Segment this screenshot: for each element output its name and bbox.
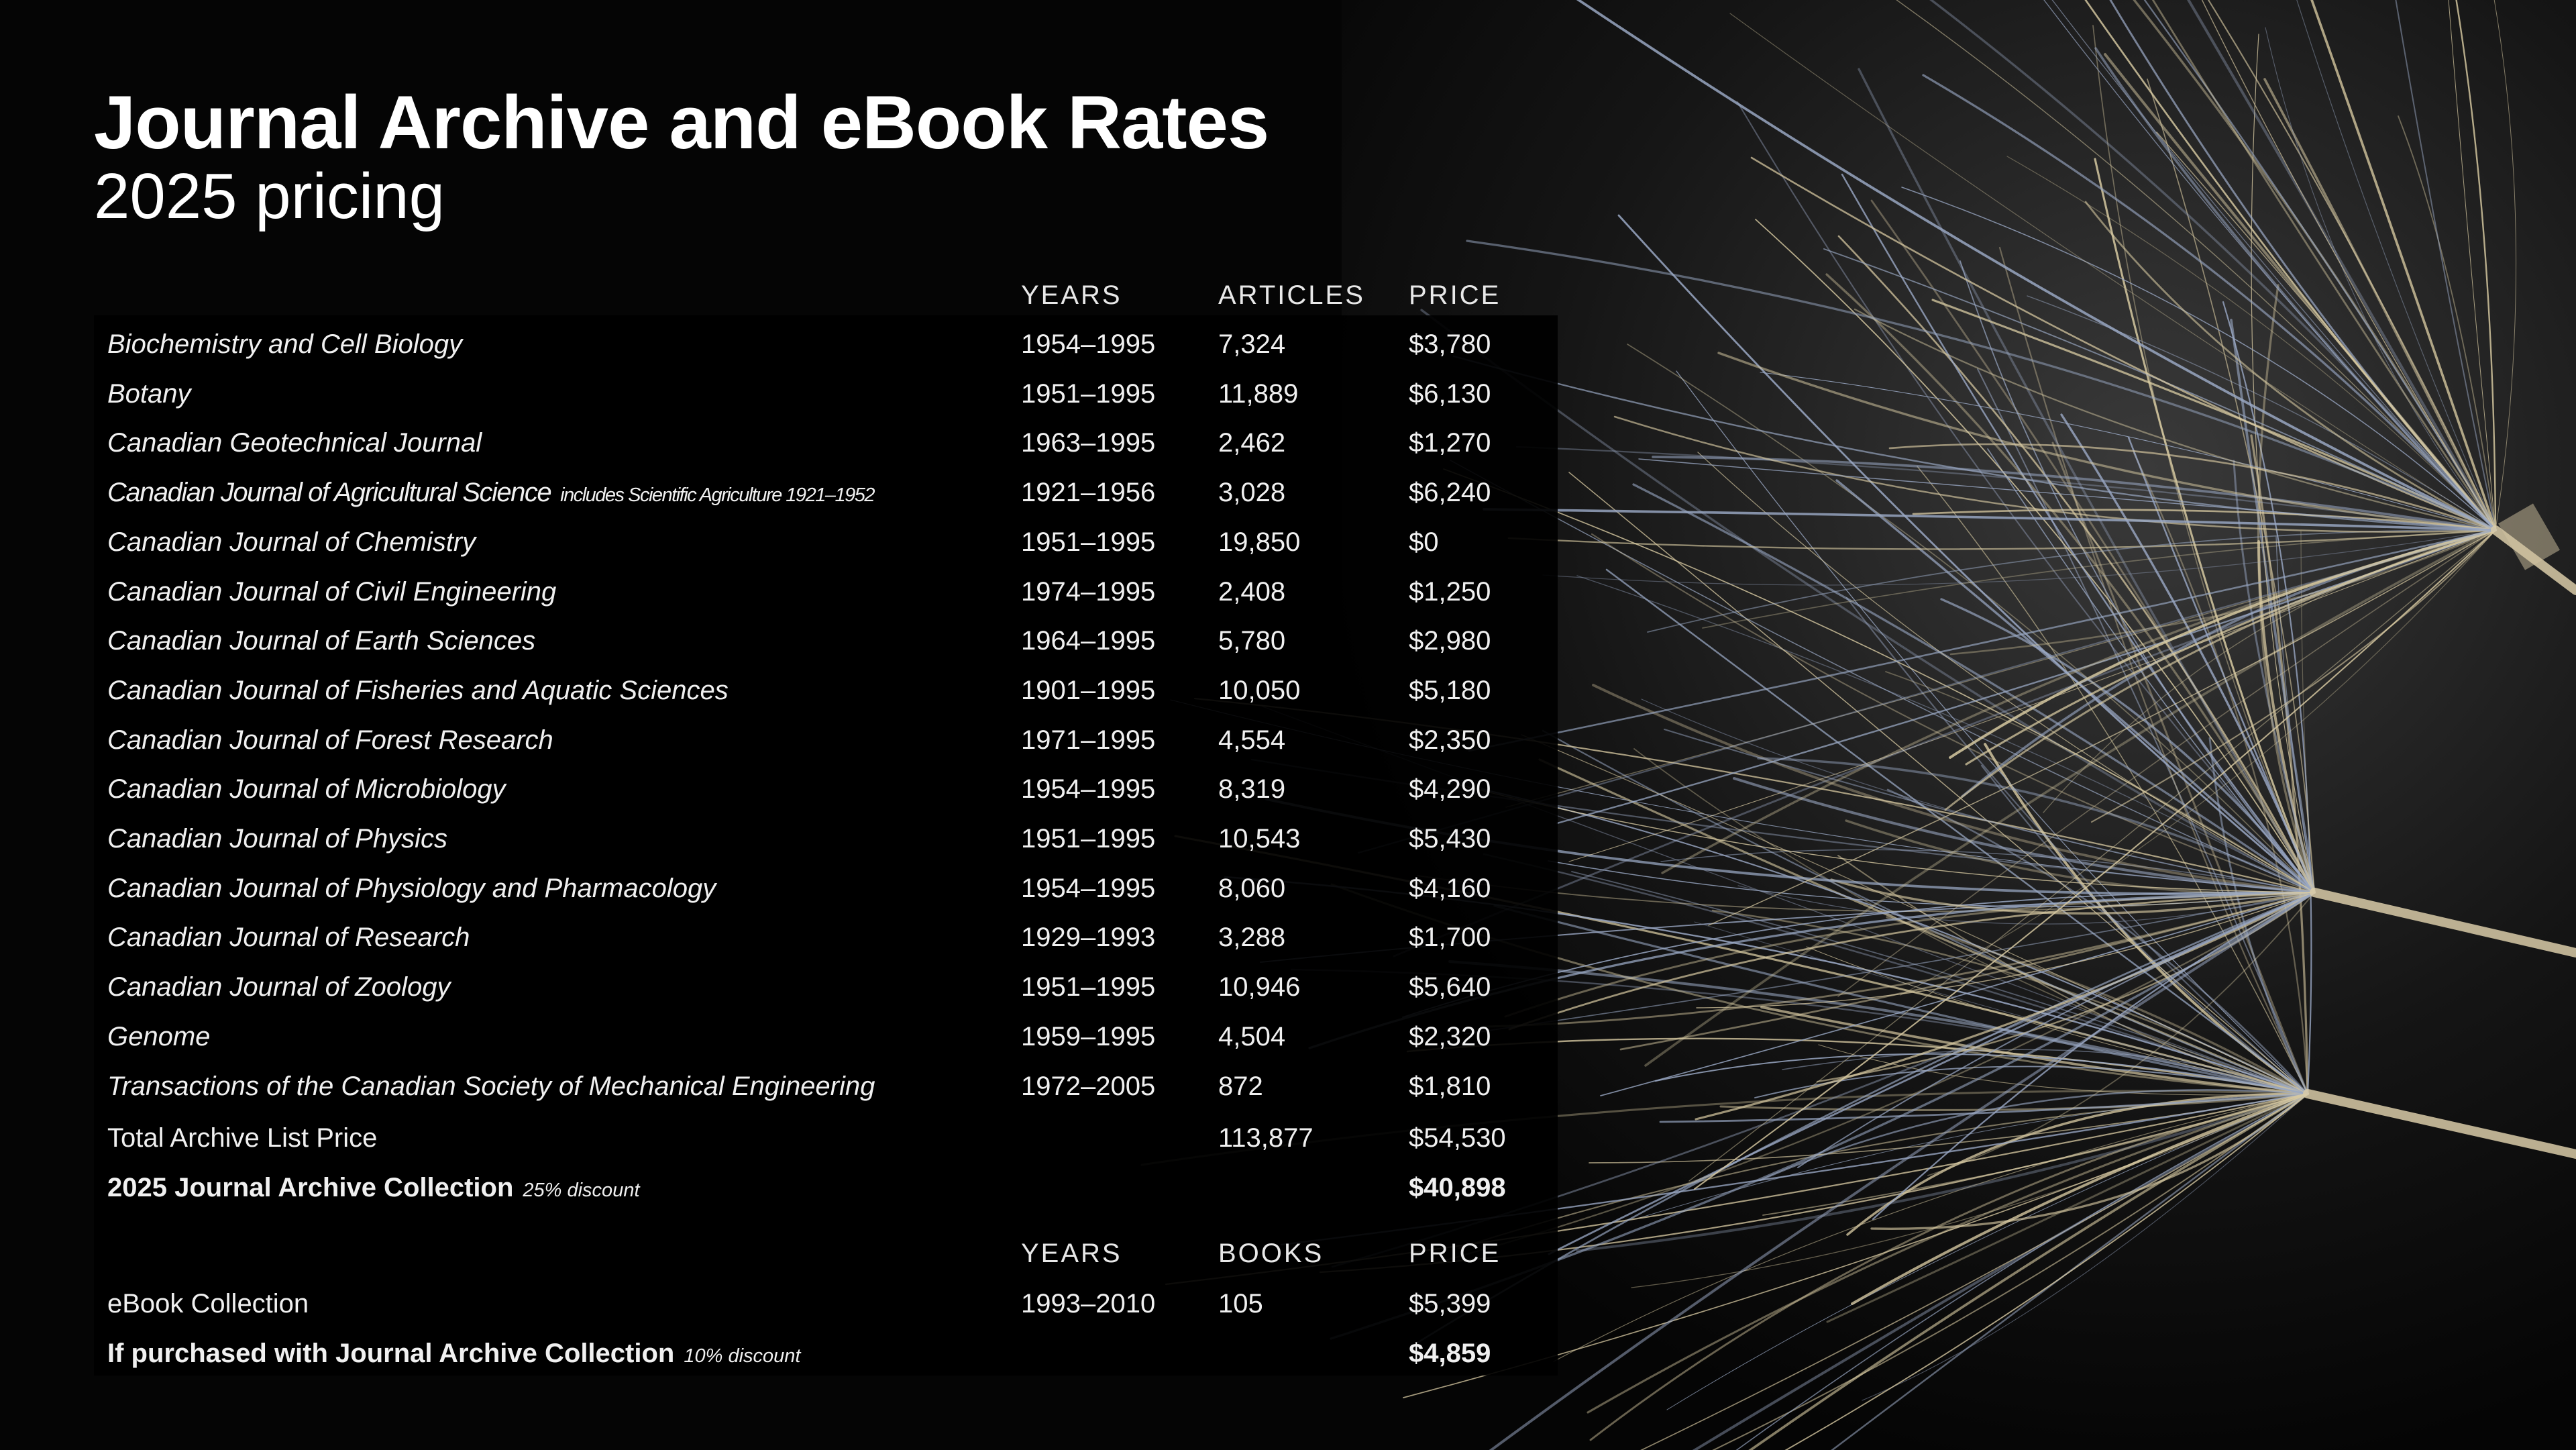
journal-note: includes Scientific Agriculture 1921–1952 <box>560 484 874 506</box>
journal-name: Botany <box>107 379 191 409</box>
bundle-price: $4,859 <box>1409 1339 1491 1368</box>
table-row <box>107 913 1556 962</box>
journal-years: 1959–1995 <box>1021 1022 1156 1051</box>
journal-years: 1971–1995 <box>1021 725 1156 755</box>
journal-name: Canadian Geotechnical Journal <box>107 428 482 458</box>
journal-name: Genome <box>107 1022 211 1051</box>
journal-name: Biochemistry and Cell Biology <box>107 329 463 359</box>
table-row <box>107 616 1556 666</box>
total-articles: 113,877 <box>1218 1123 1313 1153</box>
ebook-col-books: BOOKS <box>1218 1239 1324 1268</box>
table-row <box>107 517 1556 567</box>
journal-price: $6,240 <box>1409 478 1491 507</box>
journal-years: 1963–1995 <box>1021 428 1156 458</box>
journal-articles: 8,060 <box>1218 874 1286 903</box>
journal-articles: 2,462 <box>1218 428 1286 458</box>
journal-price: $1,810 <box>1409 1072 1491 1101</box>
journal-price: $6,130 <box>1409 379 1491 409</box>
ebook-bundle-row <box>107 1329 1556 1378</box>
journal-years: 1951–1995 <box>1021 527 1156 557</box>
journal-name: Canadian Journal of Agricultural Science includes Scientific Agriculture 1921–1952 <box>107 478 874 507</box>
ebook-row <box>107 1279 1556 1329</box>
archive-collection-row <box>107 1163 1556 1212</box>
journal-years: 1921–1956 <box>1021 478 1156 507</box>
journal-articles: 5,780 <box>1218 626 1286 656</box>
journal-price: $1,250 <box>1409 577 1491 607</box>
journal-name: Canadian Journal of Research <box>107 923 470 952</box>
journal-articles: 7,324 <box>1218 329 1286 359</box>
table-row <box>107 715 1556 765</box>
collection-price: $40,898 <box>1409 1173 1506 1202</box>
collection-discount-note: 25% discount <box>523 1180 640 1201</box>
table-row <box>107 764 1556 814</box>
journal-years: 1954–1995 <box>1021 329 1156 359</box>
journal-name: Canadian Journal of Microbiology <box>107 774 506 804</box>
journal-articles: 4,504 <box>1218 1022 1286 1051</box>
journal-articles: 10,543 <box>1218 824 1301 853</box>
journal-price: $4,160 <box>1409 874 1491 903</box>
ebook-books: 105 <box>1218 1289 1263 1318</box>
journal-articles: 3,288 <box>1218 923 1286 952</box>
table-row <box>107 369 1556 419</box>
journal-articles: 872 <box>1218 1072 1263 1101</box>
table-row <box>107 468 1556 517</box>
journal-articles: 2,408 <box>1218 577 1286 607</box>
journal-name: Canadian Journal of Civil Engineering <box>107 577 557 607</box>
journal-name: Canadian Journal of Chemistry <box>107 527 476 557</box>
journal-name: Canadian Journal of Fisheries and Aquatic Sciences <box>107 676 729 705</box>
journal-articles: 8,319 <box>1218 774 1286 804</box>
table-row <box>107 418 1556 468</box>
archive-col-years: YEARS <box>1021 280 1122 310</box>
archive-col-articles: ARTICLES <box>1218 280 1365 310</box>
ebook-label: eBook Collection <box>107 1289 309 1318</box>
table-row <box>107 666 1556 715</box>
journal-price: $4,290 <box>1409 774 1491 804</box>
journal-years: 1974–1995 <box>1021 577 1156 607</box>
total-label: Total Archive List Price <box>107 1123 378 1153</box>
journal-years: 1901–1995 <box>1021 676 1156 705</box>
ebook-col-price: PRICE <box>1409 1239 1501 1268</box>
table-row <box>107 1012 1556 1061</box>
journal-name: Canadian Journal of Zoology <box>107 972 451 1002</box>
journal-name: Transactions of the Canadian Society of Mechanical Engineering <box>107 1072 875 1101</box>
journal-years: 1929–1993 <box>1021 923 1156 952</box>
journal-price: $2,320 <box>1409 1022 1491 1051</box>
journal-articles: 3,028 <box>1218 478 1286 507</box>
table-row <box>107 962 1556 1012</box>
table-row <box>107 319 1556 369</box>
archive-total-row <box>107 1113 1556 1163</box>
page-title: Journal Archive and eBook Rates <box>94 81 1269 164</box>
journal-years: 1954–1995 <box>1021 874 1156 903</box>
table-row <box>107 814 1556 864</box>
journal-price: $2,350 <box>1409 725 1491 755</box>
journal-years: 1964–1995 <box>1021 626 1156 656</box>
journal-articles: 10,946 <box>1218 972 1301 1002</box>
journal-price: $2,980 <box>1409 626 1491 656</box>
ebook-price: $5,399 <box>1409 1289 1491 1318</box>
bundle-discount-note: 10% discount <box>684 1345 801 1367</box>
journal-articles: 10,050 <box>1218 676 1301 705</box>
table-row <box>107 567 1556 617</box>
table-row <box>107 864 1556 913</box>
journal-name: Canadian Journal of Physiology and Pharmacology <box>107 874 716 903</box>
total-price: $54,530 <box>1409 1123 1506 1153</box>
archive-col-price: PRICE <box>1409 280 1501 310</box>
journal-years: 1951–1995 <box>1021 824 1156 853</box>
journal-articles: 4,554 <box>1218 725 1286 755</box>
journal-price: $5,430 <box>1409 824 1491 853</box>
ebook-col-years: YEARS <box>1021 1239 1122 1268</box>
journal-price: $0 <box>1409 527 1439 557</box>
journal-name: Canadian Journal of Earth Sciences <box>107 626 536 656</box>
journal-price: $1,270 <box>1409 428 1491 458</box>
journal-name: Canadian Journal of Forest Research <box>107 725 553 755</box>
journal-articles: 11,889 <box>1218 379 1299 409</box>
journal-price: $3,780 <box>1409 329 1491 359</box>
page-subtitle: 2025 pricing <box>94 160 445 232</box>
journal-price: $5,640 <box>1409 972 1491 1002</box>
journal-price: $1,700 <box>1409 923 1491 952</box>
journal-articles: 19,850 <box>1218 527 1301 557</box>
journal-name: Canadian Journal of Physics <box>107 824 447 853</box>
journal-years: 1951–1995 <box>1021 972 1156 1002</box>
journal-years: 1954–1995 <box>1021 774 1156 804</box>
ebook-years: 1993–2010 <box>1021 1289 1156 1318</box>
bundle-label: If purchased with Journal Archive Collection 10% discount <box>107 1339 801 1368</box>
table-row <box>107 1061 1556 1111</box>
journal-price: $5,180 <box>1409 676 1491 705</box>
collection-label: 2025 Journal Archive Collection 25% discount <box>107 1173 640 1202</box>
journal-years: 1951–1995 <box>1021 379 1156 409</box>
journal-years: 1972–2005 <box>1021 1072 1156 1101</box>
